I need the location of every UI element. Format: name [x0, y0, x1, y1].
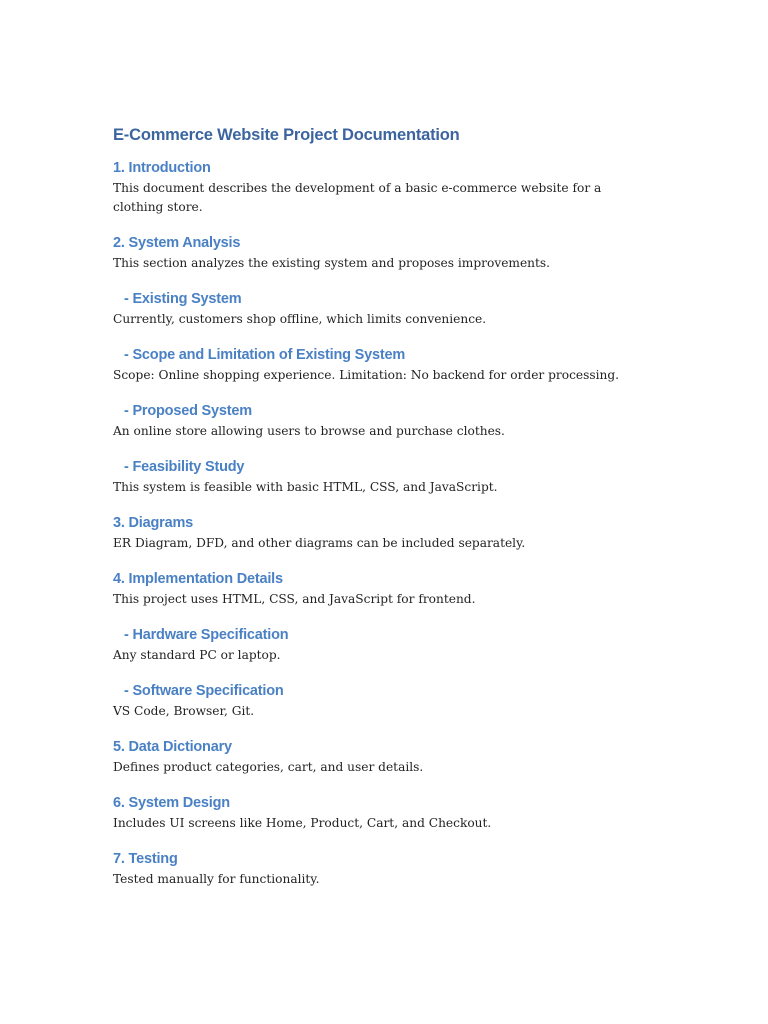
section-implementation-details — [113, 569, 653, 609]
section-system-analysis — [113, 233, 653, 273]
section-heading: 6. System Design — [113, 795, 230, 811]
section-body: Currently, customers shop offline, which limits convenience. — [113, 312, 487, 326]
section-hardware-specification — [113, 625, 653, 665]
section-heading: 1. Introduction — [113, 160, 211, 176]
section-introduction — [113, 158, 653, 217]
section-heading: 4. Implementation Details — [113, 571, 283, 587]
section-diagrams — [113, 513, 653, 553]
subsection-heading: - Feasibility Study — [124, 459, 245, 475]
section-body: An online store allowing users to browse and purchase clothes. — [113, 424, 505, 438]
document-content — [113, 124, 653, 889]
section-body: This section analyzes the existing system and proposes improvements. — [113, 256, 551, 270]
section-software-specification — [113, 681, 653, 721]
subsection-heading: - Existing System — [124, 291, 242, 307]
section-body: Any standard PC or laptop. — [113, 648, 281, 662]
section-system-design — [113, 793, 653, 833]
section-body: Tested manually for functionality. — [113, 872, 320, 886]
section-body: Includes UI screens like Home, Product, Cart, and Checkout. — [113, 816, 492, 830]
subsection-heading: - Scope and Limitation of Existing System — [124, 347, 406, 363]
section-body: VS Code, Browser, Git. — [113, 704, 255, 718]
section-body: ER Diagram, DFD, and other diagrams can be included separately. — [113, 536, 526, 550]
section-scope-limitation — [113, 345, 653, 385]
section-heading: 2. System Analysis — [113, 235, 241, 251]
document-title: E-Commerce Website Project Documentation — [113, 126, 460, 144]
section-body: Scope: Online shopping experience. Limitation: No backend for order processing. — [113, 368, 620, 382]
section-data-dictionary — [113, 737, 653, 777]
section-heading: 5. Data Dictionary — [113, 739, 232, 755]
section-heading: 3. Diagrams — [113, 515, 194, 531]
section-feasibility-study — [113, 457, 653, 497]
section-testing — [113, 849, 653, 889]
section-body: This document describes the development of a basic e-commerce website for a clothing store. — [113, 181, 602, 214]
subsection-heading: - Hardware Specification — [124, 627, 289, 643]
section-existing-system — [113, 289, 653, 329]
section-body: Defines product categories, cart, and user details. — [113, 760, 424, 774]
section-body: This project uses HTML, CSS, and JavaScript for frontend. — [113, 592, 476, 606]
section-proposed-system — [113, 401, 653, 441]
subsection-heading: - Software Specification — [124, 683, 284, 699]
subsection-heading: - Proposed System — [124, 403, 252, 419]
section-heading: 7. Testing — [113, 851, 178, 867]
section-body: This system is feasible with basic HTML, CSS, and JavaScript. — [113, 480, 498, 494]
